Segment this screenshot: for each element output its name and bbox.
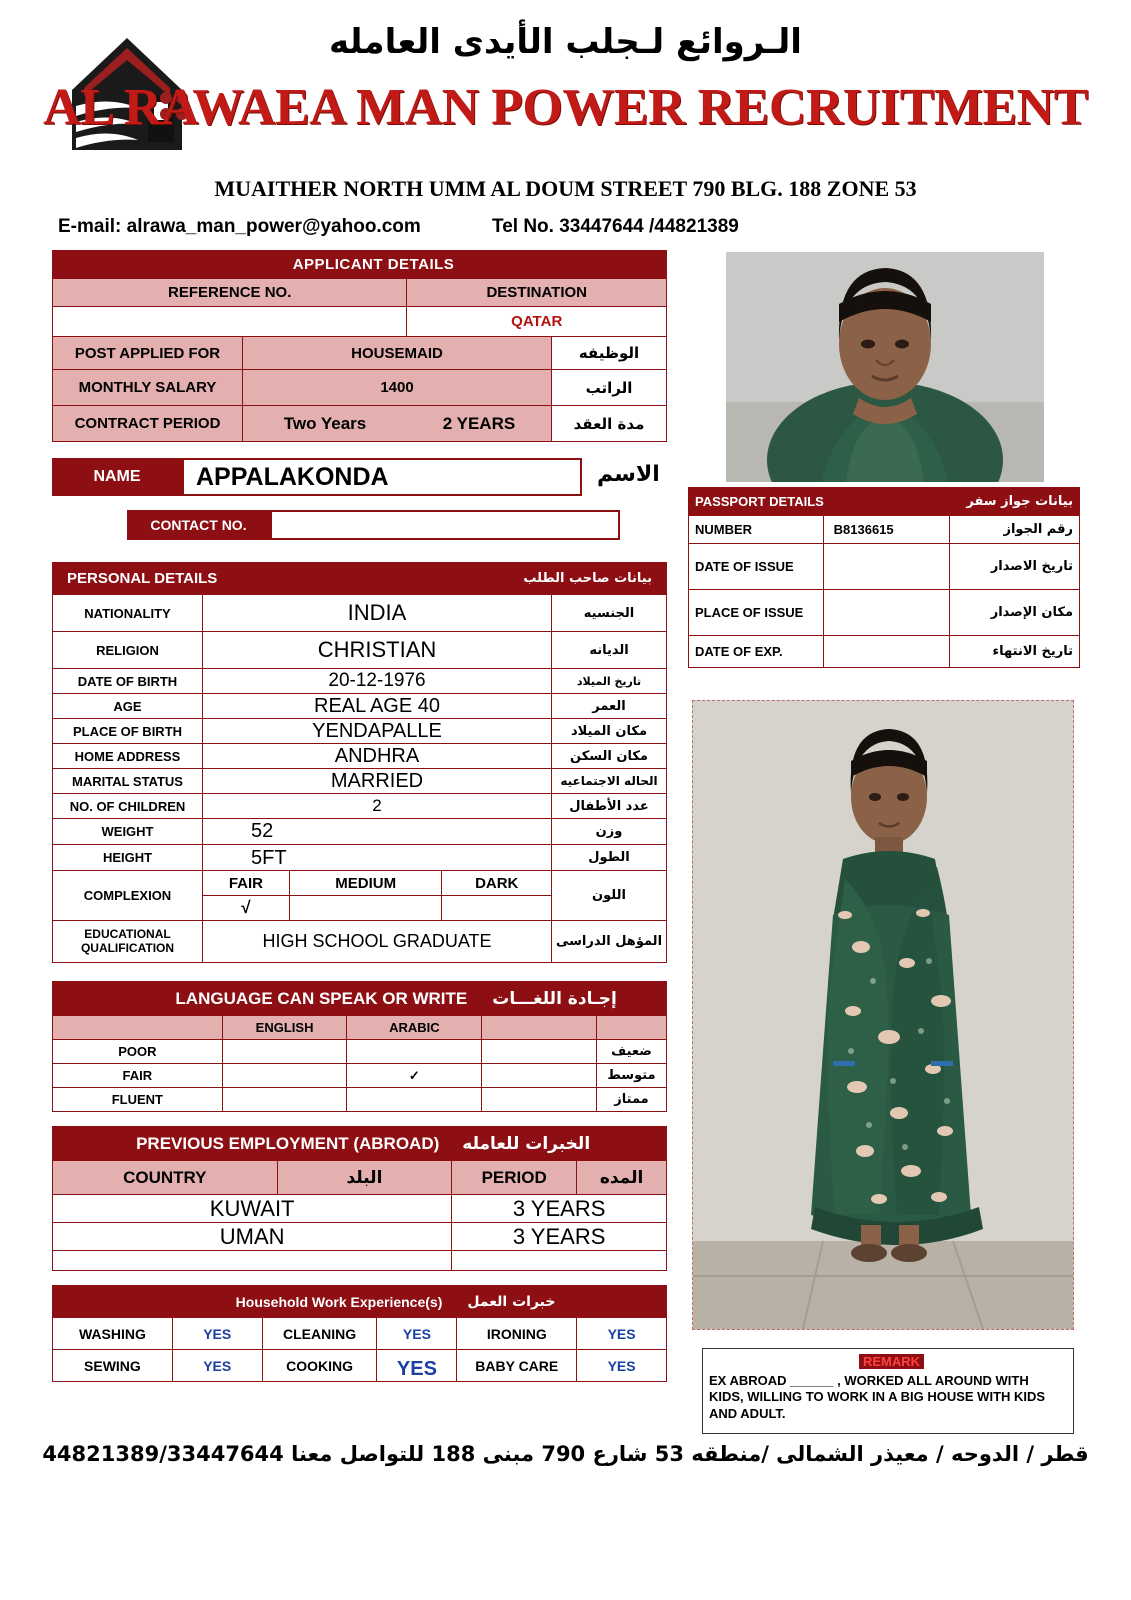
language-level-label: FLUENT <box>53 1088 223 1112</box>
personal-details-title: PERSONAL DETAILS <box>53 563 290 595</box>
household-label: IRONING <box>457 1318 577 1350</box>
previous-employment-title-row <box>53 1127 667 1161</box>
remark-label: REMARK <box>859 1354 924 1369</box>
household-value[interactable]: YES <box>172 1318 262 1350</box>
table-row <box>53 719 667 744</box>
row-label: AGE <box>53 694 203 719</box>
row-value[interactable]: INDIA <box>203 595 552 632</box>
language-arabic-mark[interactable]: ✓ <box>347 1064 482 1088</box>
passport-details-table <box>688 487 1080 668</box>
row-value[interactable]: REAL AGE 40 <box>203 694 552 719</box>
language-title-arabic: إجـادة اللغـــات <box>482 982 667 1016</box>
row-value[interactable]: 2 <box>203 794 552 819</box>
passport-expiry-label: DATE OF EXP. <box>689 636 824 668</box>
employment-country[interactable] <box>53 1251 452 1271</box>
household-label: BABY CARE <box>457 1350 577 1382</box>
post-applied-label: POST APPLIED FOR <box>53 337 243 370</box>
applicant-portrait-photo <box>726 252 1044 482</box>
destination-label: DESTINATION <box>407 279 667 307</box>
company-address: MUAITHER NORTH UMM AL DOUM STREET 790 BLG. 188 ZONE 53 <box>214 176 917 201</box>
personal-details-title-arabic: بيانات صاحب الطلب <box>289 563 666 595</box>
employment-country[interactable]: KUWAIT <box>53 1195 452 1223</box>
column-country-arabic: البلد <box>277 1161 452 1195</box>
complexion-option-medium: MEDIUM <box>289 871 442 896</box>
table-row <box>53 595 667 632</box>
table-row <box>53 1064 667 1088</box>
language-english-mark[interactable] <box>222 1040 347 1064</box>
row-value[interactable]: 52 <box>203 819 552 845</box>
passport-issue-date-arabic: تاريخ الاصدار <box>950 544 1080 590</box>
applicant-details-title-row <box>53 251 667 279</box>
passport-issue-place-value[interactable] <box>823 590 950 636</box>
row-label: MARITAL STATUS <box>53 769 203 794</box>
row-arabic: تاريخ الميلاد <box>552 669 667 694</box>
table-row <box>53 744 667 769</box>
remark-box <box>702 1348 1074 1434</box>
contact-no-value[interactable] <box>270 510 620 540</box>
row-value[interactable]: YENDAPALLE <box>203 719 552 744</box>
contract-value-1: Two Years <box>243 406 407 442</box>
complexion-mark-medium[interactable] <box>289 896 442 921</box>
language-col-english: ENGLISH <box>222 1016 347 1040</box>
row-value[interactable]: ANDHRA <box>203 744 552 769</box>
language-level-label: POOR <box>53 1040 223 1064</box>
reference-no-label: REFERENCE NO. <box>53 279 407 307</box>
salary-arabic: الراتب <box>552 370 667 406</box>
arabic-company-title: الـروائع لـجلب الأيدى العامله <box>329 22 802 62</box>
name-label: NAME <box>52 458 182 496</box>
applicant-details-table <box>52 250 667 442</box>
table-row <box>53 669 667 694</box>
personal-details-header <box>53 563 667 595</box>
table-row <box>53 1040 667 1064</box>
email-label: E-mail: <box>58 216 122 237</box>
language-arabic-mark[interactable] <box>347 1040 482 1064</box>
household-title-arabic: خبرات العمل <box>457 1286 667 1318</box>
table-row <box>53 1350 667 1382</box>
row-arabic: الطول <box>552 845 667 871</box>
table-row <box>53 769 667 794</box>
row-label: HOME ADDRESS <box>53 744 203 769</box>
row-value[interactable]: 5FT <box>203 845 552 871</box>
name-value[interactable]: APPALAKONDA <box>182 458 582 496</box>
table-row <box>53 632 667 669</box>
passport-number-label: NUMBER <box>689 516 824 544</box>
household-value[interactable]: YES <box>577 1350 667 1382</box>
table-row <box>53 1318 667 1350</box>
row-arabic: الديانه <box>552 632 667 669</box>
passport-issue-date-label: DATE OF ISSUE <box>689 544 824 590</box>
contract-row <box>53 406 667 442</box>
employment-country[interactable]: UMAN <box>53 1223 452 1251</box>
row-label: DATE OF BIRTH <box>53 669 203 694</box>
household-value[interactable]: YES <box>377 1318 457 1350</box>
education-row <box>53 921 667 963</box>
employment-period[interactable]: 3 YEARS <box>452 1223 667 1251</box>
row-label: PLACE OF BIRTH <box>53 719 203 744</box>
row-arabic: الجنسيه <box>552 595 667 632</box>
row-arabic: مكان الميلاد <box>552 719 667 744</box>
row-arabic: الحاله الاجتماعيه <box>552 769 667 794</box>
household-experience-table <box>52 1285 667 1382</box>
passport-title-arabic: بيانات جواز سفر <box>950 488 1080 516</box>
row-value[interactable]: CHRISTIAN <box>203 632 552 669</box>
household-label: CLEANING <box>262 1318 377 1350</box>
contact-no-row <box>52 510 667 544</box>
passport-title-row <box>689 488 1080 516</box>
previous-employment-title: PREVIOUS EMPLOYMENT (ABROAD) <box>53 1127 452 1161</box>
remark-text: EX ABROAD ______ , WORKED ALL AROUND WITH KIDS, WILLING TO WORK IN A BIG HOUSE WITH KIDS AND ADULT. <box>709 1373 1046 1421</box>
row-label: NO. OF CHILDREN <box>53 794 203 819</box>
passport-number-arabic: رقم الجواز <box>950 516 1080 544</box>
row-value[interactable]: 20-12-1976 <box>203 669 552 694</box>
language-title: LANGUAGE CAN SPEAK OR WRITE <box>53 982 482 1016</box>
table-row <box>53 794 667 819</box>
post-applied-row <box>53 337 667 370</box>
salary-value: 1400 <box>243 370 552 406</box>
reference-no-value[interactable] <box>53 307 407 337</box>
employment-period[interactable] <box>452 1251 667 1271</box>
reference-value-row <box>53 307 667 337</box>
education-label: EDUCATIONAL QUALIFICATION <box>53 921 203 963</box>
household-label: SEWING <box>53 1350 173 1382</box>
passport-issue-place-label: PLACE OF ISSUE <box>689 590 824 636</box>
document-header <box>0 0 1131 212</box>
contract-arabic: مدة العقد <box>552 406 667 442</box>
table-row <box>689 516 1080 544</box>
row-arabic: وزن <box>552 819 667 845</box>
language-level-arabic: متوسط <box>597 1064 667 1088</box>
row-label: NATIONALITY <box>53 595 203 632</box>
language-english-mark[interactable] <box>222 1064 347 1088</box>
contract-label: CONTRACT PERIOD <box>53 406 243 442</box>
email-line <box>58 216 421 238</box>
language-columns-row <box>53 1016 667 1040</box>
table-row <box>53 845 667 871</box>
passport-expiry-arabic: تاريخ الانتهاء <box>950 636 1080 668</box>
passport-issue-place-arabic: مكان الإصدار <box>950 590 1080 636</box>
table-row <box>689 636 1080 668</box>
language-title-row <box>53 982 667 1016</box>
contact-row <box>0 212 1131 248</box>
household-value[interactable]: YES <box>377 1350 457 1382</box>
left-column <box>52 250 667 1382</box>
household-title: Household Work Experience(s) <box>53 1286 457 1318</box>
row-label: HEIGHT <box>53 845 203 871</box>
salary-label: MONTHLY SALARY <box>53 370 243 406</box>
previous-employment-table <box>52 1126 667 1271</box>
column-period-arabic: المده <box>577 1161 667 1195</box>
salary-row <box>53 370 667 406</box>
post-applied-arabic: الوظيفه <box>552 337 667 370</box>
personal-details-table <box>52 562 667 963</box>
household-label: WASHING <box>53 1318 173 1350</box>
column-period: PERIOD <box>452 1161 577 1195</box>
employment-period[interactable]: 3 YEARS <box>452 1195 667 1223</box>
telephone-line: Tel No. 33447644 /44821389 <box>492 216 739 237</box>
household-title-row <box>53 1286 667 1318</box>
passport-expiry-value[interactable] <box>823 636 950 668</box>
complexion-mark-fair[interactable]: √ <box>203 896 290 921</box>
passport-number-value[interactable]: B8136615 <box>823 516 950 544</box>
name-arabic: الاسم <box>597 462 660 487</box>
contract-value-2: 2 YEARS <box>407 406 552 442</box>
row-arabic: مكان السكن <box>552 744 667 769</box>
row-label: RELIGION <box>53 632 203 669</box>
row-value[interactable]: MARRIED <box>203 769 552 794</box>
language-english-mark[interactable] <box>222 1088 347 1112</box>
complexion-options-row <box>53 871 667 896</box>
passport-title: PASSPORT DETAILS <box>689 488 950 516</box>
destination-value: QATAR <box>407 307 667 337</box>
household-value[interactable]: YES <box>172 1350 262 1382</box>
education-arabic: المؤهل الدراسى <box>552 921 667 963</box>
language-level-arabic: ضعيف <box>597 1040 667 1064</box>
complexion-arabic: اللون <box>552 871 667 921</box>
post-applied-value: HOUSEMAID <box>243 337 552 370</box>
email-value: alrawa_man_power@yahoo.com <box>126 216 421 237</box>
complexion-mark-dark[interactable] <box>442 896 552 921</box>
applicant-details-title: APPLICANT DETAILS <box>53 251 667 279</box>
table-row <box>53 1251 667 1271</box>
language-level-label: FAIR <box>53 1064 223 1088</box>
complexion-option-fair: FAIR <box>203 871 290 896</box>
language-level-arabic: ممتاز <box>597 1088 667 1112</box>
language-col-arabic: ARABIC <box>347 1016 482 1040</box>
complexion-label: COMPLEXION <box>53 871 203 921</box>
name-row <box>52 458 667 500</box>
document-footer: قطر / الدوحه / معيذر الشمالى /منطقه 53 شارع 790 مبنى 188 للتواصل معنا 44821389/33447644 <box>42 1442 1089 1466</box>
row-label: WEIGHT <box>53 819 203 845</box>
table-row <box>53 1223 667 1251</box>
previous-employment-title-arabic: الخبرات للعامله <box>452 1127 667 1161</box>
passport-issue-date-value[interactable] <box>823 544 950 590</box>
contact-no-label: CONTACT NO. <box>127 510 270 540</box>
reference-header-row <box>53 279 667 307</box>
household-value[interactable]: YES <box>577 1318 667 1350</box>
table-row <box>53 819 667 845</box>
table-row <box>53 1088 667 1112</box>
row-arabic: العمر <box>552 694 667 719</box>
column-country: COUNTRY <box>53 1161 278 1195</box>
applicant-full-body-photo <box>692 700 1074 1330</box>
education-value[interactable]: HIGH SCHOOL GRADUATE <box>203 921 552 963</box>
table-row <box>689 544 1080 590</box>
row-arabic: عدد الأطفال <box>552 794 667 819</box>
company-name: AL RAWAEA MAN POWER RECRUITMENT <box>43 79 1088 136</box>
complexion-option-dark: DARK <box>442 871 552 896</box>
table-row <box>53 1195 667 1223</box>
household-label: COOKING <box>262 1350 377 1382</box>
language-arabic-mark[interactable] <box>347 1088 482 1112</box>
language-table <box>52 981 667 1112</box>
table-row <box>689 590 1080 636</box>
table-row <box>53 694 667 719</box>
previous-employment-columns-row <box>53 1161 667 1195</box>
